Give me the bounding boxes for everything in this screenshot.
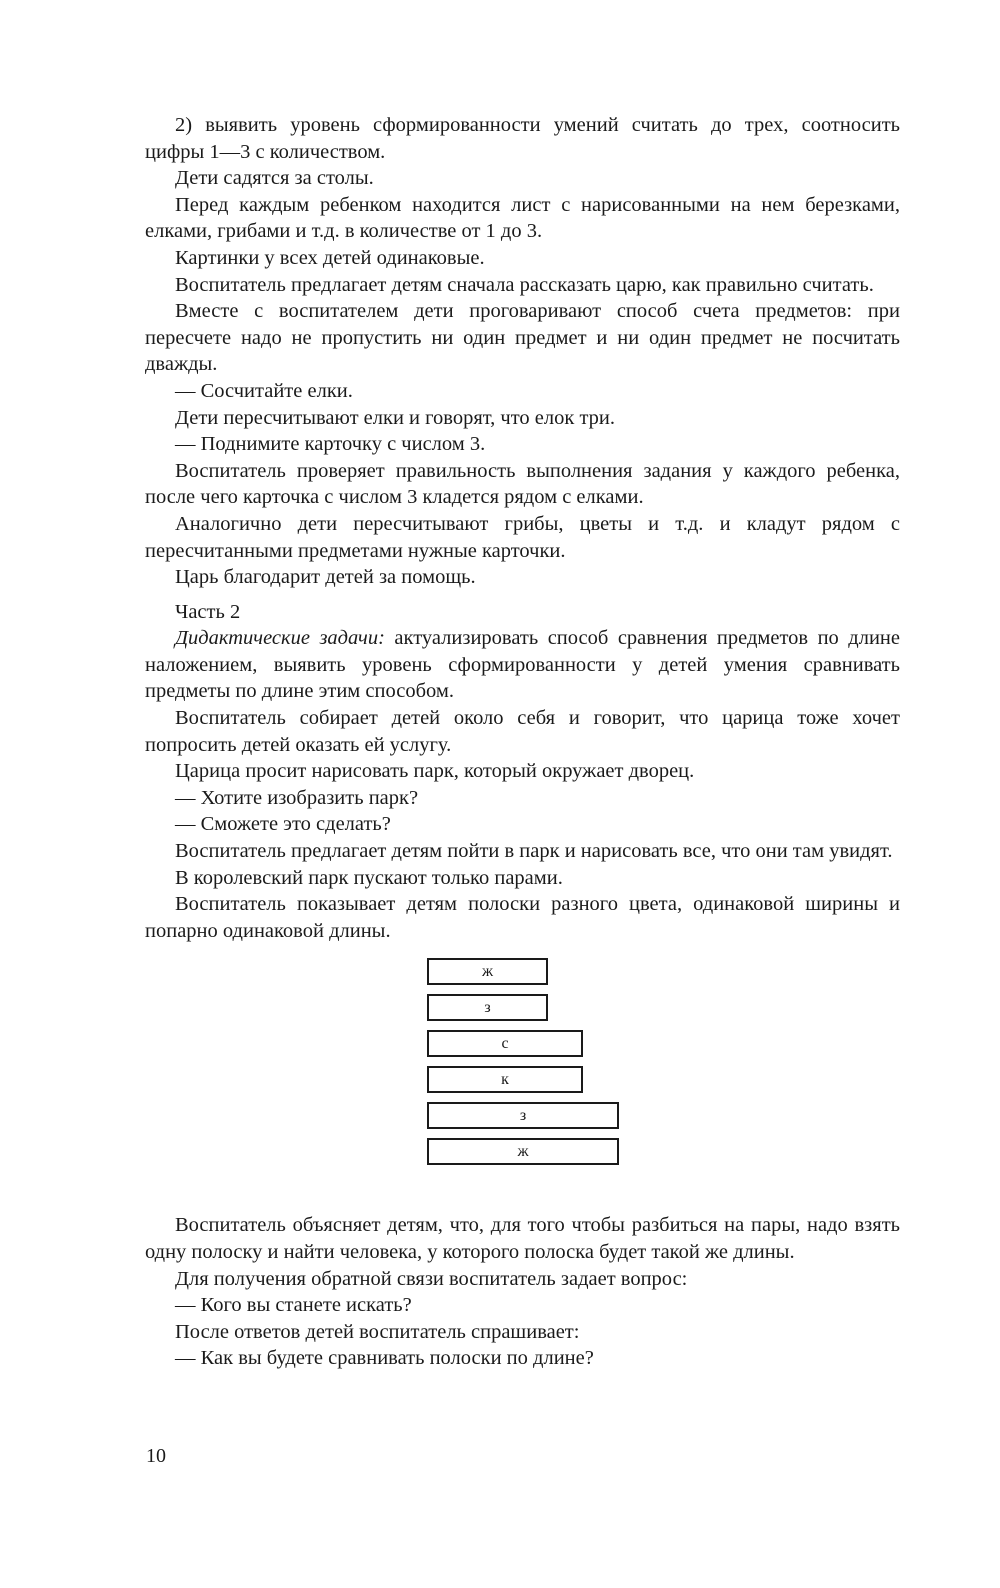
paragraph: Воспитатель проверяет правильность выполнения задания у каждого ребенка, после чего карточка с числом 3 кладется рядом с елками. bbox=[145, 459, 900, 509]
paragraph: Картинки у всех детей одинаковые. bbox=[175, 246, 485, 269]
strip-4: к bbox=[427, 1066, 583, 1093]
paragraphs-middle bbox=[145, 705, 900, 944]
paragraph: Дети садятся за столы. bbox=[175, 167, 374, 190]
paragraph: Перед каждым ребенком находится лист с нарисованными на нем березками, елками, грибами и т.д. в количестве от 1 до 3. bbox=[145, 193, 900, 243]
didactic-tasks bbox=[145, 625, 900, 705]
dialogue-line: — Как вы будете сравнивать полоски по длине? bbox=[175, 1347, 594, 1370]
page-number: 10 bbox=[146, 1445, 166, 1467]
paragraph: 2) выявить уровень сформированности умений считать до трех, соотносить цифры 1—3 с количеством. bbox=[145, 114, 900, 163]
strip-2: з bbox=[427, 994, 548, 1021]
paragraph: Для получения обратной связи воспитатель задает вопрос: bbox=[175, 1267, 688, 1290]
paragraph: Воспитатель предлагает детям сначала рассказать царю, как правильно считать. bbox=[175, 273, 874, 296]
strips-figure bbox=[145, 958, 900, 1202]
paragraph: После ответов детей воспитатель спрашивает: bbox=[175, 1320, 580, 1343]
strip-5: з bbox=[427, 1102, 619, 1129]
didactic-text: актуализировать способ сравнения предметов по длине наложением, выявить уровень сформированности у детей умения сравнивать предметы по длине этим способом. bbox=[145, 627, 901, 703]
dialogue-line: — Поднимите карточку с числом 3. bbox=[175, 433, 486, 456]
part-heading: Часть 2 bbox=[175, 600, 241, 623]
strip-6: ж bbox=[427, 1138, 619, 1165]
dialogue-line: — Сможете это сделать? bbox=[175, 813, 391, 836]
paragraph: Царь благодарит детей за помощь. bbox=[175, 566, 476, 589]
page-body bbox=[145, 112, 900, 1372]
dialogue-line: — Сосчитайте елки. bbox=[175, 379, 353, 402]
paragraph: Царица просит нарисовать парк, который окружает дворец. bbox=[175, 760, 695, 783]
strip-3: с bbox=[427, 1030, 583, 1057]
paragraph: Воспитатель собирает детей около себя и говорит, что царица тоже хочет попросить детей оказать ей услугу. bbox=[145, 707, 900, 756]
paragraph: Аналогично дети пересчитывают грибы, цветы и т.д. и кладут рядом с пересчитанными предметами нужные карточки. bbox=[145, 512, 900, 562]
paragraphs-top bbox=[145, 112, 900, 591]
paragraph: Воспитатель показывает детям полоски разного цвета, одинаковой ширины и попарно одинаковой длины. bbox=[145, 893, 900, 942]
paragraph: Дети пересчитывают елки и говорят, что елок три. bbox=[175, 406, 616, 429]
strip-1: ж bbox=[427, 958, 548, 985]
paragraph: Воспитатель объясняет детям, что, для того чтобы разбиться на пары, надо взять одну полоску и найти человека, у которого полоска будет такой же длины. bbox=[145, 1214, 900, 1263]
didactic-label: Дидактические задачи: bbox=[175, 627, 385, 650]
part-heading-row bbox=[145, 599, 900, 626]
paragraphs-bottom bbox=[145, 1212, 900, 1372]
paragraph: Вместе с воспитателем дети проговаривают способ счета предметов: при пересчете надо не пропустить ни один предмет и ни один предмет не посчитать дважды. bbox=[145, 300, 900, 376]
paragraph: В королевский парк пускают только парами. bbox=[175, 866, 563, 889]
dialogue-line: — Кого вы станете искать? bbox=[175, 1294, 412, 1317]
dialogue-line: — Хотите изобразить парк? bbox=[175, 786, 419, 809]
paragraph: Воспитатель предлагает детям пойти в парк и нарисовать все, что они там увидят. bbox=[175, 840, 893, 863]
